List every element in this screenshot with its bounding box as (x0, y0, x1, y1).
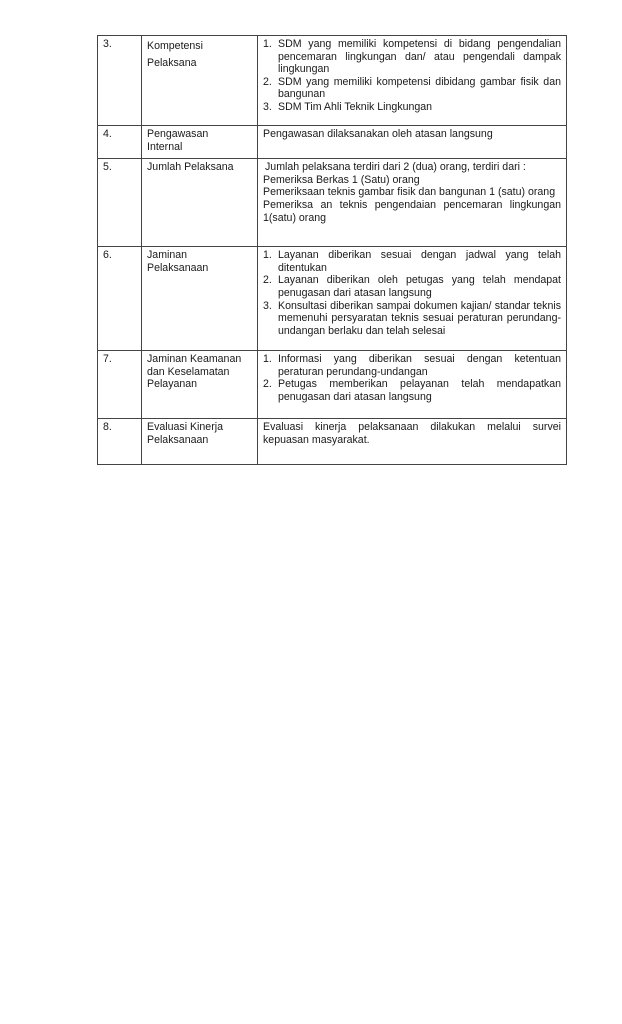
row-number: 5. (98, 159, 142, 247)
row-label: Pengawasan Internal (142, 126, 258, 159)
row-content (258, 351, 567, 419)
row-content: Jumlah pelaksana terdiri dari 2 (dua) orang, terdiri dari : Pemeriksa Berkas 1 (Satu) orang Pemeriksaan teknis gambar fisik dan bangunan 1 (satu) orang Pemeriksa an teknis pengendaian pencemaran lingkungan 1(satu) orang (258, 159, 567, 247)
list-item: 2. Petugas memberikan pelayanan telah mendapatkan penugasan dari atasan langsung (263, 378, 561, 403)
numbered-list (263, 249, 561, 337)
row-content (258, 36, 567, 126)
row-content (258, 247, 567, 351)
list-item: 1. Informasi yang diberikan sesuai dengan ketentuan peraturan perundang-undangan (263, 353, 561, 378)
numbered-list (263, 38, 561, 114)
list-item: 3. Konsultasi diberikan sampai dokumen kajian/ standar teknis memenuhi persyaratan teknis sesuai peraturan perundang-undangan berlaku dan telah selesai (263, 299, 561, 337)
row-number: 4. (98, 126, 142, 159)
row-number: 7. (98, 351, 142, 419)
table-row (98, 126, 567, 159)
table-row (98, 159, 567, 247)
row-label: Jumlah Pelaksana (142, 159, 258, 247)
list-item: 1. SDM yang memiliki kompetensi di bidang pengendalian pencemaran lingkungan dan/ atau pengendali dampak lingkungan (263, 38, 561, 76)
list-item: 1. Layanan diberikan sesuai dengan jadwal yang telah ditentukan (263, 249, 561, 274)
service-standard-table (97, 35, 567, 465)
row-number: 6. (98, 247, 142, 351)
row-label: Evaluasi Kinerja Pelaksanaan (142, 419, 258, 465)
row-content: Evaluasi kinerja pelaksanaan dilakukan melalui survei kepuasan masyarakat. (258, 419, 567, 465)
list-item: 2. SDM yang memiliki kompetensi dibidang gambar fisik dan bangunan (263, 75, 561, 101)
row-number: 3. (98, 36, 142, 126)
table-row (98, 419, 567, 465)
table-row (98, 247, 567, 351)
list-item: 2. Layanan diberikan oleh petugas yang telah mendapat penugasan dari atasan langsung (263, 274, 561, 299)
row-label: Jaminan Keamanan dan Keselamatan Pelayanan (142, 351, 258, 419)
row-label: Kompetensi Pelaksana (142, 36, 258, 126)
numbered-list (263, 353, 561, 403)
list-item: 3. SDM Tim Ahli Teknik Lingkungan (263, 100, 433, 113)
table-row (98, 351, 567, 419)
table-row (98, 36, 567, 126)
row-content: Pengawasan dilaksanakan oleh atasan langsung (258, 126, 567, 159)
row-label: Jaminan Pelaksanaan (142, 247, 258, 351)
row-number: 8. (98, 419, 142, 465)
